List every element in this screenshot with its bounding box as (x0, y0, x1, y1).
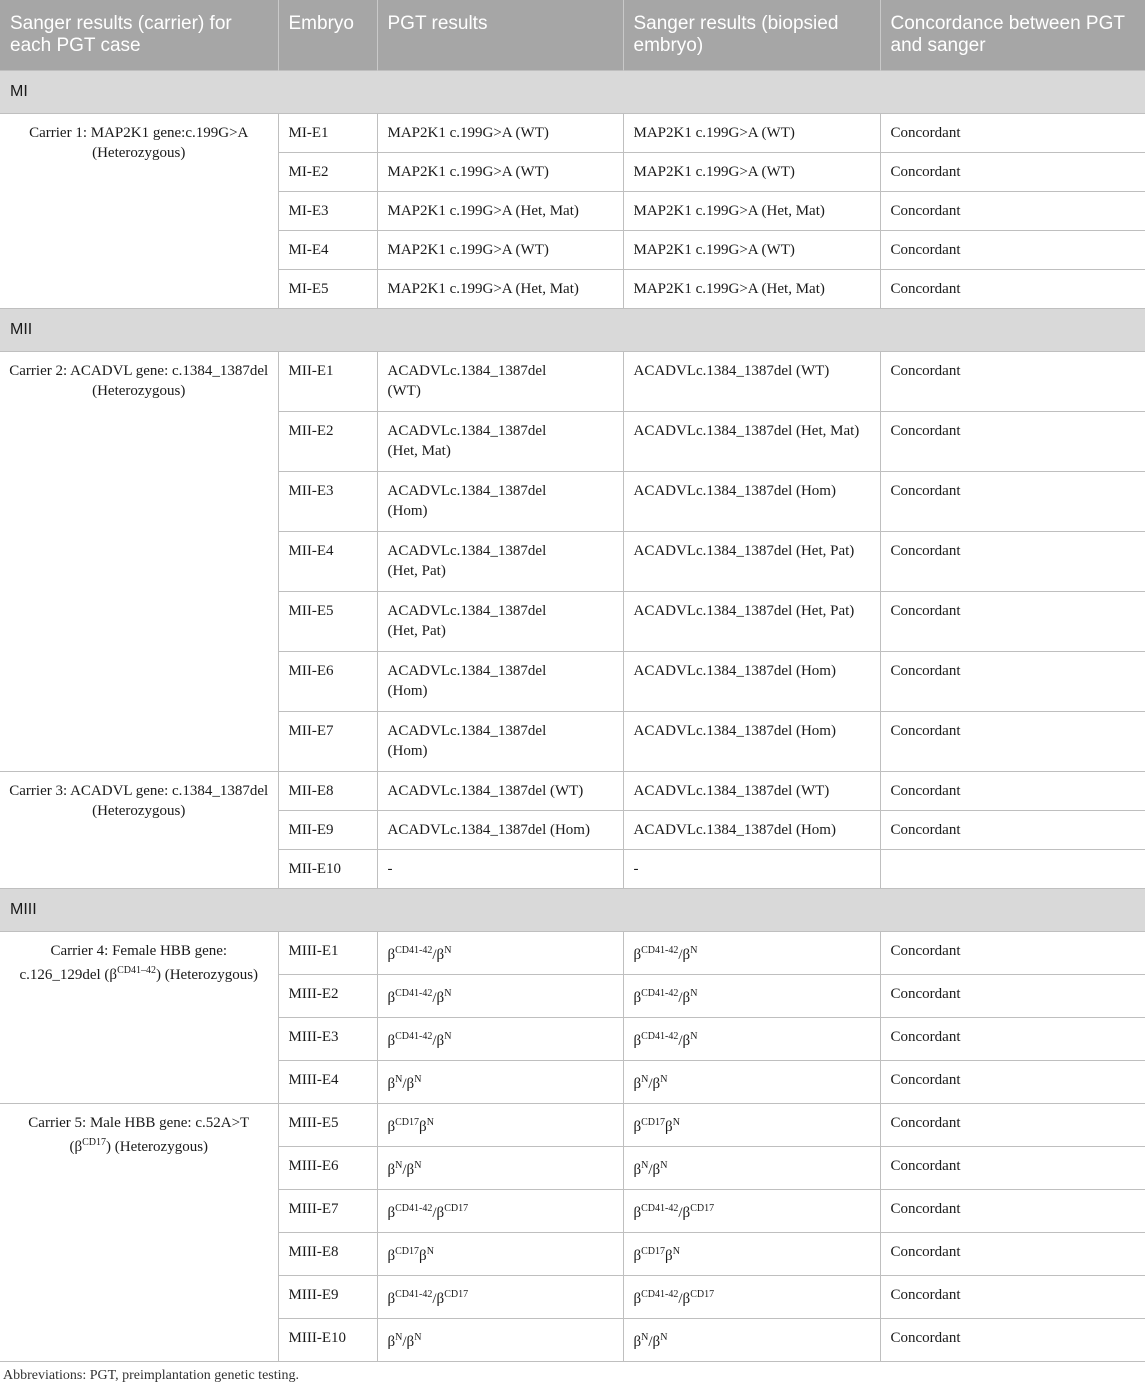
allele-superscript: N (660, 1332, 668, 1343)
allele-superscript: N (414, 1160, 422, 1171)
allele-text: β (665, 1119, 673, 1135)
section-label: MI (0, 71, 1145, 114)
allele-text: /β (432, 947, 445, 963)
allele-superscript: CD41-42 (641, 1289, 679, 1300)
sanger-cell: ACADVLc.1384_1387del (WT) (623, 772, 880, 811)
allele-text: β (633, 1334, 642, 1350)
pgt-line: ACADVLc.1384_1387del (387, 363, 547, 379)
concordance-cell: Concordant (880, 652, 1145, 712)
concordance-cell: Concordant (880, 1319, 1145, 1362)
pgt-cell (377, 1061, 623, 1104)
carrier-text: ) (Heterozygous) (155, 967, 259, 983)
sanger-cell (623, 1147, 880, 1190)
section-row-mii (0, 309, 1145, 352)
allele-superscript: N (395, 1160, 403, 1171)
sanger-cell: MAP2K1 c.199G>A (Het, Mat) (623, 270, 880, 309)
allele-superscript: N (426, 1246, 434, 1257)
allele-text: β (633, 990, 642, 1006)
allele-superscript: N (672, 1117, 680, 1128)
allele-superscript: N (690, 988, 698, 999)
carrier-text: ) (Heterozygous) (106, 1139, 209, 1155)
allele-text: /β (678, 990, 691, 1006)
section-label: MIII (0, 889, 1145, 932)
section-row-miii (0, 889, 1145, 932)
concordance-cell: Concordant (880, 772, 1145, 811)
allele-text: β (633, 1076, 642, 1092)
allele-superscript: CD17 (690, 1203, 715, 1214)
sanger-cell: ACADVLc.1384_1387del (Het, Pat) (623, 592, 880, 652)
concordance-cell: Concordant (880, 1233, 1145, 1276)
sanger-cell: MAP2K1 c.199G>A (Het, Mat) (623, 192, 880, 231)
concordance-cell: Concordant (880, 811, 1145, 850)
allele-text: /β (432, 1291, 445, 1307)
allele-text: β (387, 990, 396, 1006)
pgt-cell (377, 1190, 623, 1233)
allele-superscript: CD17 (641, 1117, 666, 1128)
embryo-cell: MIII-E3 (278, 1018, 377, 1061)
allele-text: /β (678, 1291, 691, 1307)
allele-text: β (387, 1162, 396, 1178)
concordance-cell: Concordant (880, 114, 1145, 153)
allele-superscript: N (395, 1074, 403, 1085)
sanger-cell (623, 932, 880, 975)
allele-superscript: N (444, 945, 452, 956)
allele-superscript: CD17 (690, 1289, 715, 1300)
pgt-cell (377, 975, 623, 1018)
pgt-cell (377, 1276, 623, 1319)
pgt-line: (Hom) (387, 683, 428, 699)
allele-text: /β (432, 1033, 445, 1049)
section-label: MII (0, 309, 1145, 352)
embryo-cell: MII-E4 (278, 532, 377, 592)
allele-superscript: CD17 (395, 1117, 420, 1128)
allele-superscript: CD41-42 (641, 988, 679, 999)
allele-text: /β (432, 1205, 445, 1221)
sanger-cell (623, 1190, 880, 1233)
pgt-cell: - (377, 850, 623, 889)
embryo-cell: MIII-E9 (278, 1276, 377, 1319)
pgt-cell (377, 1104, 623, 1147)
allele-text: /β (678, 1033, 691, 1049)
concordance-cell: Concordant (880, 1276, 1145, 1319)
allele-text: β (633, 947, 642, 963)
allele-superscript: CD41-42 (395, 1289, 433, 1300)
allele-superscript: N (660, 1074, 668, 1085)
embryo-cell: MIII-E6 (278, 1147, 377, 1190)
embryo-cell: MII-E7 (278, 712, 377, 772)
embryo-cell: MII-E1 (278, 352, 377, 412)
sanger-cell: ACADVLc.1384_1387del (Hom) (623, 652, 880, 712)
sanger-cell: ACADVLc.1384_1387del (Het, Pat) (623, 532, 880, 592)
allele-superscript: N (414, 1074, 422, 1085)
col-header-sanger: Sanger results (biopsied embryo) (623, 0, 880, 71)
embryo-cell: MIII-E4 (278, 1061, 377, 1104)
allele-text: /β (402, 1076, 415, 1092)
allele-superscript: N (641, 1332, 649, 1343)
section-row-mi (0, 71, 1145, 114)
concordance-cell: Concordant (880, 1061, 1145, 1104)
allele-text: β (387, 1205, 396, 1221)
pgt-line: (Hom) (387, 743, 428, 759)
allele-text: /β (648, 1076, 661, 1092)
col-header-concordance: Concordance between PGT and sanger (880, 0, 1145, 71)
sanger-cell (623, 1018, 880, 1061)
pgt-line: (Het, Pat) (387, 623, 446, 639)
pgt-cell (377, 712, 623, 772)
allele-text: β (633, 1033, 642, 1049)
concordance-cell: Concordant (880, 352, 1145, 412)
carrier-cell: Carrier 2: ACADVL gene: c.1384_1387del (Heterozygous) (0, 352, 278, 772)
pgt-cell: MAP2K1 c.199G>A (WT) (377, 231, 623, 270)
embryo-cell: MII-E5 (278, 592, 377, 652)
table-row (0, 352, 1145, 412)
sanger-cell: MAP2K1 c.199G>A (WT) (623, 231, 880, 270)
pgt-line: (Het, Mat) (387, 443, 451, 459)
allele-superscript: CD41-42 (395, 1203, 433, 1214)
allele-superscript: CD17 (444, 1203, 469, 1214)
sanger-cell (623, 975, 880, 1018)
allele-superscript: CD41-42 (395, 945, 433, 956)
allele-superscript: N (395, 1332, 403, 1343)
allele-text: β (633, 1291, 642, 1307)
carrier-sup: CD41–42 (117, 965, 156, 976)
embryo-cell: MI-E1 (278, 114, 377, 153)
sanger-cell (623, 1233, 880, 1276)
pgt-cell (377, 652, 623, 712)
allele-text: /β (648, 1162, 661, 1178)
embryo-cell: MI-E3 (278, 192, 377, 231)
concordance-cell: Concordant (880, 192, 1145, 231)
pgt-line: ACADVLc.1384_1387del (387, 423, 547, 439)
allele-text: /β (648, 1334, 661, 1350)
carrier-cell: Carrier 3: ACADVL gene: c.1384_1387del (Heterozygous) (0, 772, 278, 889)
allele-text: β (387, 1076, 396, 1092)
col-header-pgt: PGT results (377, 0, 623, 71)
pgt-cell (377, 352, 623, 412)
concordance-cell: Concordant (880, 153, 1145, 192)
table-row (0, 932, 1145, 975)
sanger-cell (623, 1276, 880, 1319)
carrier-cell: Carrier 1: MAP2K1 gene:c.199G>A (Heterozygous) (0, 114, 278, 309)
embryo-cell: MI-E5 (278, 270, 377, 309)
allele-superscript: N (690, 1031, 698, 1042)
allele-text: /β (432, 990, 445, 1006)
embryo-cell: MIII-E10 (278, 1319, 377, 1362)
concordance-cell: Concordant (880, 975, 1145, 1018)
embryo-cell: MII-E10 (278, 850, 377, 889)
allele-superscript: N (444, 988, 452, 999)
pgt-line: ACADVLc.1384_1387del (387, 483, 547, 499)
pgt-line: (WT) (387, 383, 421, 399)
embryo-cell: MII-E6 (278, 652, 377, 712)
allele-superscript: CD41-42 (641, 945, 679, 956)
embryo-cell: MII-E8 (278, 772, 377, 811)
pgt-cell: MAP2K1 c.199G>A (WT) (377, 114, 623, 153)
embryo-cell: MIII-E8 (278, 1233, 377, 1276)
allele-text: β (387, 1248, 396, 1264)
embryo-cell: MII-E9 (278, 811, 377, 850)
pgt-line: ACADVLc.1384_1387del (387, 543, 547, 559)
sanger-cell (623, 1061, 880, 1104)
allele-text: /β (402, 1334, 415, 1350)
pgt-line: ACADVLc.1384_1387del (387, 603, 547, 619)
allele-superscript: N (641, 1074, 649, 1085)
embryo-cell: MI-E2 (278, 153, 377, 192)
pgt-cell (377, 1147, 623, 1190)
allele-text: β (419, 1119, 427, 1135)
pgt-cell (377, 412, 623, 472)
allele-text: β (633, 1205, 642, 1221)
embryo-cell: MIII-E1 (278, 932, 377, 975)
carrier-cell (0, 932, 278, 1104)
concordance-cell: Concordant (880, 412, 1145, 472)
carrier-cell (0, 1104, 278, 1362)
embryo-cell: MI-E4 (278, 231, 377, 270)
allele-text: β (387, 1033, 396, 1049)
concordance-cell: Concordant (880, 270, 1145, 309)
pgt-cell: MAP2K1 c.199G>A (WT) (377, 153, 623, 192)
sanger-cell: ACADVLc.1384_1387del (Het, Mat) (623, 412, 880, 472)
sanger-cell: - (623, 850, 880, 889)
allele-superscript: N (426, 1117, 434, 1128)
allele-text: β (633, 1162, 642, 1178)
pgt-line: ACADVLc.1384_1387del (387, 723, 547, 739)
allele-text: β (633, 1119, 642, 1135)
col-header-embryo: Embryo (278, 0, 377, 71)
concordance-cell (880, 850, 1145, 889)
allele-superscript: CD41-42 (641, 1031, 679, 1042)
header-row (0, 0, 1145, 71)
allele-superscript: N (690, 945, 698, 956)
concordance-cell: Concordant (880, 712, 1145, 772)
allele-text: β (387, 1119, 396, 1135)
allele-text: β (387, 1334, 396, 1350)
carrier-text: Carrier 4: Female HBB gene: c.126_129del (β (19, 943, 228, 983)
allele-superscript: CD17 (641, 1246, 666, 1257)
concordance-cell: Concordant (880, 532, 1145, 592)
sanger-cell: ACADVLc.1384_1387del (Hom) (623, 811, 880, 850)
concordance-cell: Concordant (880, 1018, 1145, 1061)
concordance-cell: Concordant (880, 231, 1145, 270)
allele-text: β (387, 947, 396, 963)
pgt-cell (377, 1018, 623, 1061)
allele-text: β (387, 1291, 396, 1307)
table-row (0, 114, 1145, 153)
allele-superscript: CD41-42 (641, 1203, 679, 1214)
allele-superscript: N (660, 1160, 668, 1171)
sanger-cell: ACADVLc.1384_1387del (Hom) (623, 712, 880, 772)
embryo-cell: MIII-E7 (278, 1190, 377, 1233)
pgt-cell (377, 472, 623, 532)
pgt-cell (377, 1233, 623, 1276)
sanger-cell: ACADVLc.1384_1387del (Hom) (623, 472, 880, 532)
pgt-cell: MAP2K1 c.199G>A (Het, Mat) (377, 192, 623, 231)
table-row (0, 1104, 1145, 1147)
embryo-cell: MII-E2 (278, 412, 377, 472)
allele-text: /β (678, 1205, 691, 1221)
pgt-cell (377, 592, 623, 652)
allele-superscript: N (641, 1160, 649, 1171)
allele-superscript: N (414, 1332, 422, 1343)
sanger-cell (623, 1319, 880, 1362)
pgt-cell (377, 932, 623, 975)
allele-text: β (633, 1248, 642, 1264)
allele-text: β (665, 1248, 673, 1264)
concordance-cell: Concordant (880, 1104, 1145, 1147)
pgt-cell (377, 532, 623, 592)
embryo-cell: MIII-E5 (278, 1104, 377, 1147)
concordance-cell: Concordant (880, 1190, 1145, 1233)
allele-text: /β (678, 947, 691, 963)
pgt-line: ACADVLc.1384_1387del (387, 663, 547, 679)
allele-superscript: CD17 (395, 1246, 420, 1257)
allele-superscript: N (444, 1031, 452, 1042)
pgt-line: (Hom) (387, 503, 428, 519)
concordance-cell: Concordant (880, 472, 1145, 532)
allele-superscript: CD17 (444, 1289, 469, 1300)
concordance-cell: Concordant (880, 592, 1145, 652)
allele-text: /β (402, 1162, 415, 1178)
footnote: Abbreviations: PGT, preimplantation genetic testing. (3, 1368, 300, 1383)
concordance-cell: Concordant (880, 932, 1145, 975)
carrier-sup: CD17 (82, 1137, 106, 1148)
embryo-cell: MIII-E2 (278, 975, 377, 1018)
allele-superscript: N (672, 1246, 680, 1257)
allele-text: β (419, 1248, 427, 1264)
col-header-carrier: Sanger results (carrier) for each PGT case (0, 0, 278, 71)
sanger-cell: MAP2K1 c.199G>A (WT) (623, 153, 880, 192)
concordance-cell: Concordant (880, 1147, 1145, 1190)
sanger-cell: MAP2K1 c.199G>A (WT) (623, 114, 880, 153)
pgt-cell: MAP2K1 c.199G>A (Het, Mat) (377, 270, 623, 309)
sanger-cell: ACADVLc.1384_1387del (WT) (623, 352, 880, 412)
carrier-text: Carrier 5: Male HBB gene: c.52A>T (β (28, 1115, 250, 1155)
sanger-cell (623, 1104, 880, 1147)
pgt-line: (Het, Pat) (387, 563, 446, 579)
pgt-cell: ACADVLc.1384_1387del (WT) (377, 772, 623, 811)
embryo-cell: MII-E3 (278, 472, 377, 532)
allele-superscript: CD41-42 (395, 1031, 433, 1042)
pgt-cell (377, 1319, 623, 1362)
pgt-cell: ACADVLc.1384_1387del (Hom) (377, 811, 623, 850)
allele-superscript: CD41-42 (395, 988, 433, 999)
table-row (0, 772, 1145, 811)
